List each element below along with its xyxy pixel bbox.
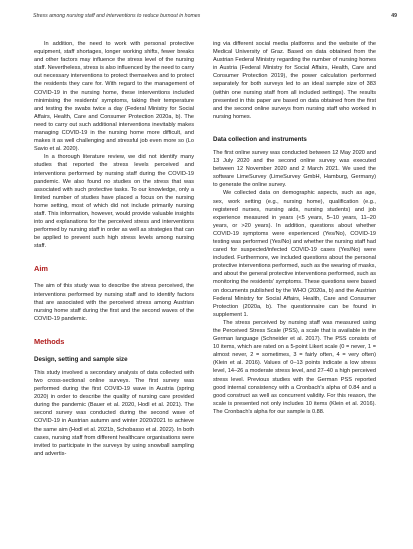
left-paragraph-2: In a thorough literature review, we did not identify many studies that reported the stress levels perceived and interventions performed by nursing staff during the COVID-19 pandemic. We also found no studies on the stress that was associated with such protective tasks. To our knowledge, only a limited number of studies have placed a focus on the nursing home setting, most of which did not include primarily nursing staff. This information, however, would provide valuable insights into and explanations for the perceived stress and interventions performed by nursing staff in order as well as strategies that can be applied to prevent such high stress levels among nursing staff.: [34, 154, 194, 250]
right-paragraph-3: We collected data on demographic aspects, such as age, sex, work setting (e.g., nursing home), qualification (e.g., registered nurses, nursing aids, nursing students) and job experience measured in years (<5 years, 5–10 years, 11–20 years, or >20 years). In addition, questions about whether COVID-19 symptoms were experienced (Yes/No), COVID-19 testing was performed (Yes/No) and whether the nursing staff had cared for suspected/infected COVID-19 cases (Yes/No) were included. Furthermore, we included questions about the personal protective interventions performed, such as the wearing of masks, and about the general protective interventions performed, such as monitoring the residents' symptoms. These questions were based on documents published by the WHO (2020a, b) and the Austrian Federal Ministry for Social Affairs, Health, Care and Consumer Protection (2020a, b). The questionnaire can be found in supplement 1.: [213, 190, 376, 318]
left-paragraph-1: In addition, the need to work with personal protective equipment, staff shortages, longer working shifts, fewer breaks and other factors may influence the stress level of the nursing staff. Nevertheless, stress is also influenced by the need to carry out necessary interventions to protect themselves and to protect the residents they care for. With regard to the management of COVID-19 in the nursing home, these interventions included minimising the residents' symptoms, taking their temperature and testing the swabs twice a day (Federal Ministry for Social Affairs, Health, Care and Consumer Protection 2020a, b). The need to carry out such additional interventions inevitably makes managing COVID-19 in the nursing home more difficult, and makes it as well challenging and stressful job even more so (Lo Savio et al. 2020).: [34, 41, 194, 153]
right-paragraph-2: The first online survey was conducted between 12 May 2020 and 13 July 2020 and the second online survey was executed between 12 November 2020 and 2 March 2021. We used the software LimeSurvey (LimeSurvey GmbH, Hamburg, Germany) to generate the online survey.: [213, 149, 376, 189]
running-title: Stress among nursing staff and interventions to reduce burnout in homes: [33, 13, 201, 19]
right-paragraph-1: ing via different social media platforms and the website of the Medical University of Graz. Based on data obtained from the Austrian Federal Ministry regarding the number of nursing homes in Austria (Federal Ministry for Social Affairs, Health, Care and Consumer Protection 2019), the power calculation performed separately for both surveys led to an ideal sample size of 383 (within one nursing staff from all included settings). The results presented in this paper are based on data obtained from the first and the second online surveys from nursing staff who worked in nursing homes.: [213, 41, 376, 120]
page-number: 49: [391, 13, 397, 19]
design-heading: Design, setting and sample size: [34, 355, 128, 363]
running-header: [33, 13, 397, 23]
left-column: [34, 40, 194, 458]
aim-text: The aim of this study was to describe the stress perceived, the interventions performed by nursing staff and to identify factors that are associated with the perceived stress among Austrian nursing home staff during the first and the second waves of the COVID-19 pandemic.: [34, 283, 194, 322]
data-collection-heading: Data collection and instruments: [213, 135, 307, 143]
right-column: [213, 40, 376, 416]
right-paragraph-4: The stress perceived by nursing staff was measured using the Perceived Stress Scale (PSS), a scale that is available in the German language (Schneider et al. 2017). The PSS consists of 10 items, which are rated on a 5-point Likert scale (0 = never, 1 = almost never, 2 = sometimes, 3 = fairly often, 4 = very often) (Klein et al. 2016). Values of 0–13 points indicate a low stress level, 14–26 a moderate stress level, and 27–40 a high perceived stress level. Previous studies with the German PSS reported good internal consistency with a Cronbach's alpha of 0.84 and a good construct as well as concurrent validity. For this reason, the scale is presented not only includes 10 items (Klein et al. 2016). The Cronbach's alpha for our sample is 0.88.: [213, 319, 376, 415]
design-text: This study involved a secondary analysis of data collected with two cross-sectional online surveys. The first survey was performed during the first COVID-19 wave in Austria (spring 2020) in order to describe the quality of nursing care provided during the pandemic (Bauer et al. 2020, Hodl et al. 2021). The second survey was conducted during the second wave of COVID-19 in Austrian autumn and winter 2020/2021 to achieve the same aim (Hodl et al. 2021b, Schobasso et al. 2022). In both cases, nursing staff from different healthcare organisations were invited to participate in the surveys by using snowball sampling and advertis-: [34, 369, 194, 457]
aim-heading: Aim: [34, 264, 48, 274]
methods-heading: Methods: [34, 336, 65, 346]
